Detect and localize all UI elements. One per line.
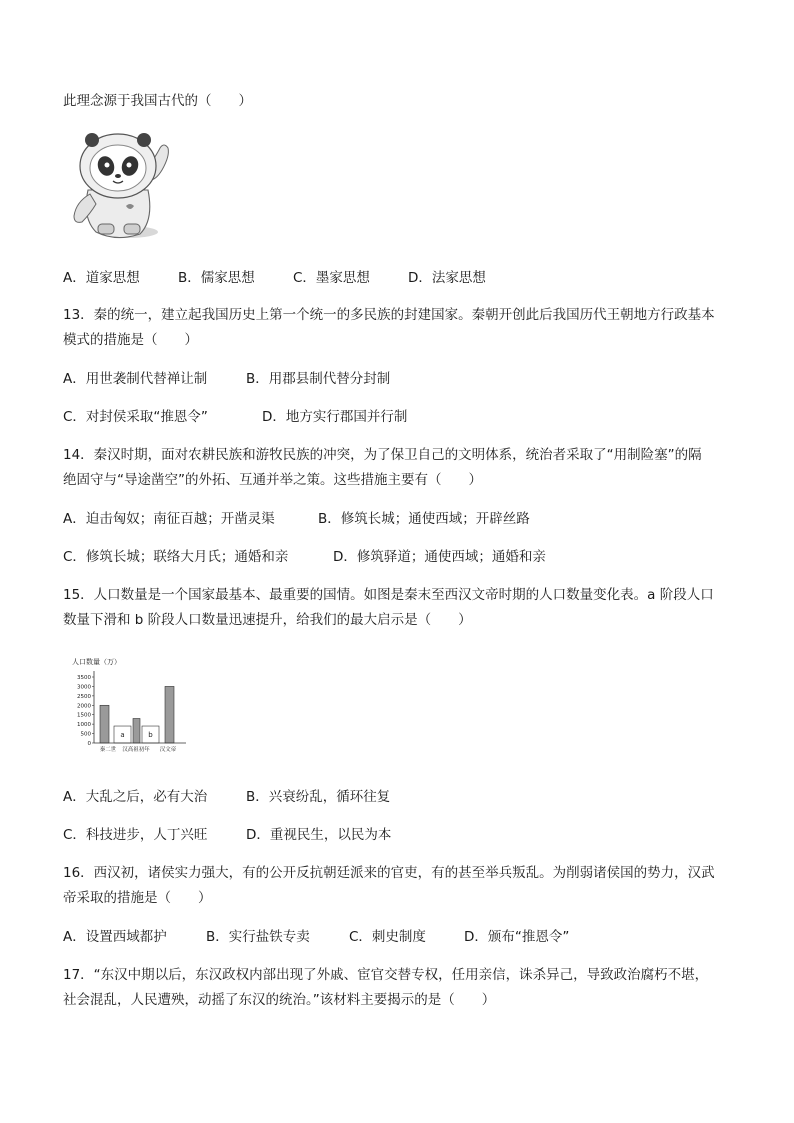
q12-option-d: D．法家思想 (408, 270, 486, 286)
q13-option-b: B．用郡县制代替分封制 (246, 371, 391, 387)
chart-category-label: 汉高祖初年 (122, 747, 150, 753)
q13-option-c: C．对封侯采取“推恩令” (63, 409, 208, 425)
q16-option-b: B．实行盐铁专卖 (206, 929, 310, 945)
q16-stem-line1: 16．西汉初，诸侯实力强大，有的公开反抗朝廷派来的官吏，有的甚至举兵叛乱。为削弱诸侯国的势力，汉武 (63, 865, 715, 881)
q13-option-d: D．地方实行郡国并行制 (262, 409, 408, 425)
q16-stem-line2: 帝采取的措施是（ ） (63, 890, 212, 906)
q15-option-a: A．大乱之后，必有大治 (63, 789, 208, 805)
chart-bar-label: b (148, 731, 153, 740)
q14-option-b: B．修筑长城；通使西域；开辟丝路 (318, 511, 530, 527)
q15-option-d: D．重视民生，以民为本 (246, 827, 392, 843)
chart-tick-label: 500 (80, 731, 91, 738)
panda-mascot-image (66, 128, 172, 242)
q14-stem-line2: 绝固守与“导途凿空”的外拓、互通并举之策。这些措施主要有（ ） (63, 472, 482, 488)
q12-option-c: C．墨家思想 (293, 270, 370, 286)
chart-tick-label: 3500 (77, 675, 91, 681)
chart-tick-label: 2000 (77, 703, 91, 710)
q14-stem-line1: 14．秦汉时期，面对农耕民族和游牧民族的冲突，为了保卫自己的文明体系，统治者采取了“用制险塞”的隔 (63, 447, 702, 463)
q12-stem: 此理念源于我国古代的（ ） (63, 93, 252, 109)
q13-option-a: A．用世袭制代替禅让制 (63, 371, 208, 387)
chart-bar (133, 718, 140, 743)
chart-tick-label: 1500 (77, 712, 91, 719)
chart-bar (165, 686, 174, 743)
chart-bar (100, 705, 109, 743)
q13-stem-line2: 模式的措施是（ ） (63, 332, 198, 348)
population-bar-chart (70, 655, 190, 765)
q15-stem-line1: 15．人口数量是一个国家最基本、最重要的国情。如图是秦末至西汉文帝时期的人口数量变化表。a 阶段人口 (63, 587, 714, 603)
q17-stem-line2: 社会混乱，人民遭殃，动摇了东汉的统治。”该材料主要揭示的是（ ） (63, 992, 496, 1008)
chart-tick-label: 0 (87, 741, 91, 747)
chart-tick-label: 1000 (77, 722, 91, 729)
chart-category-label: 汉文帝 (159, 747, 177, 753)
q15-stem-line2: 数量下滑和 b 阶段人口数量迅速提升，给我们的最大启示是（ ） (63, 612, 472, 628)
q14-option-a: A．迫击匈奴；南征百越；开凿灵渠 (63, 511, 275, 527)
chart-tick-label: 3000 (77, 684, 91, 691)
chart-ylabel: 人口数量（万） (72, 658, 121, 666)
chart-category-label: 秦二世 (99, 747, 117, 753)
q17-stem-line1: 17．“东汉中期以后，东汉政权内部出现了外戚、宦官交替专权，任用亲信，诛杀异己，导致政治腐朽不堪， (63, 967, 709, 983)
q12-option-b: B．儒家思想 (178, 270, 255, 286)
q15-option-b: B．兴衰纷乱，循环往复 (246, 789, 391, 805)
q16-option-a: A．设置西域都护 (63, 929, 167, 945)
q12-option-a: A．道家思想 (63, 270, 140, 286)
q16-option-d: D．颁布“推恩令” (464, 929, 570, 945)
q13-stem-line1: 13．秦的统一，建立起我国历史上第一个统一的多民族的封建国家。秦朝开创此后我国历代王朝地方行政基本 (63, 307, 715, 323)
q16-option-c: C．刺史制度 (349, 929, 426, 945)
q14-option-d: D．修筑驿道；通使西域；通婚和亲 (333, 549, 546, 565)
q15-option-c: C．科技进步，人丁兴旺 (63, 827, 208, 843)
chart-tick-label: 2500 (77, 693, 91, 700)
q14-option-c: C．修筑长城；联络大月氏；通婚和亲 (63, 549, 289, 565)
chart-bar-label: a (120, 731, 125, 740)
